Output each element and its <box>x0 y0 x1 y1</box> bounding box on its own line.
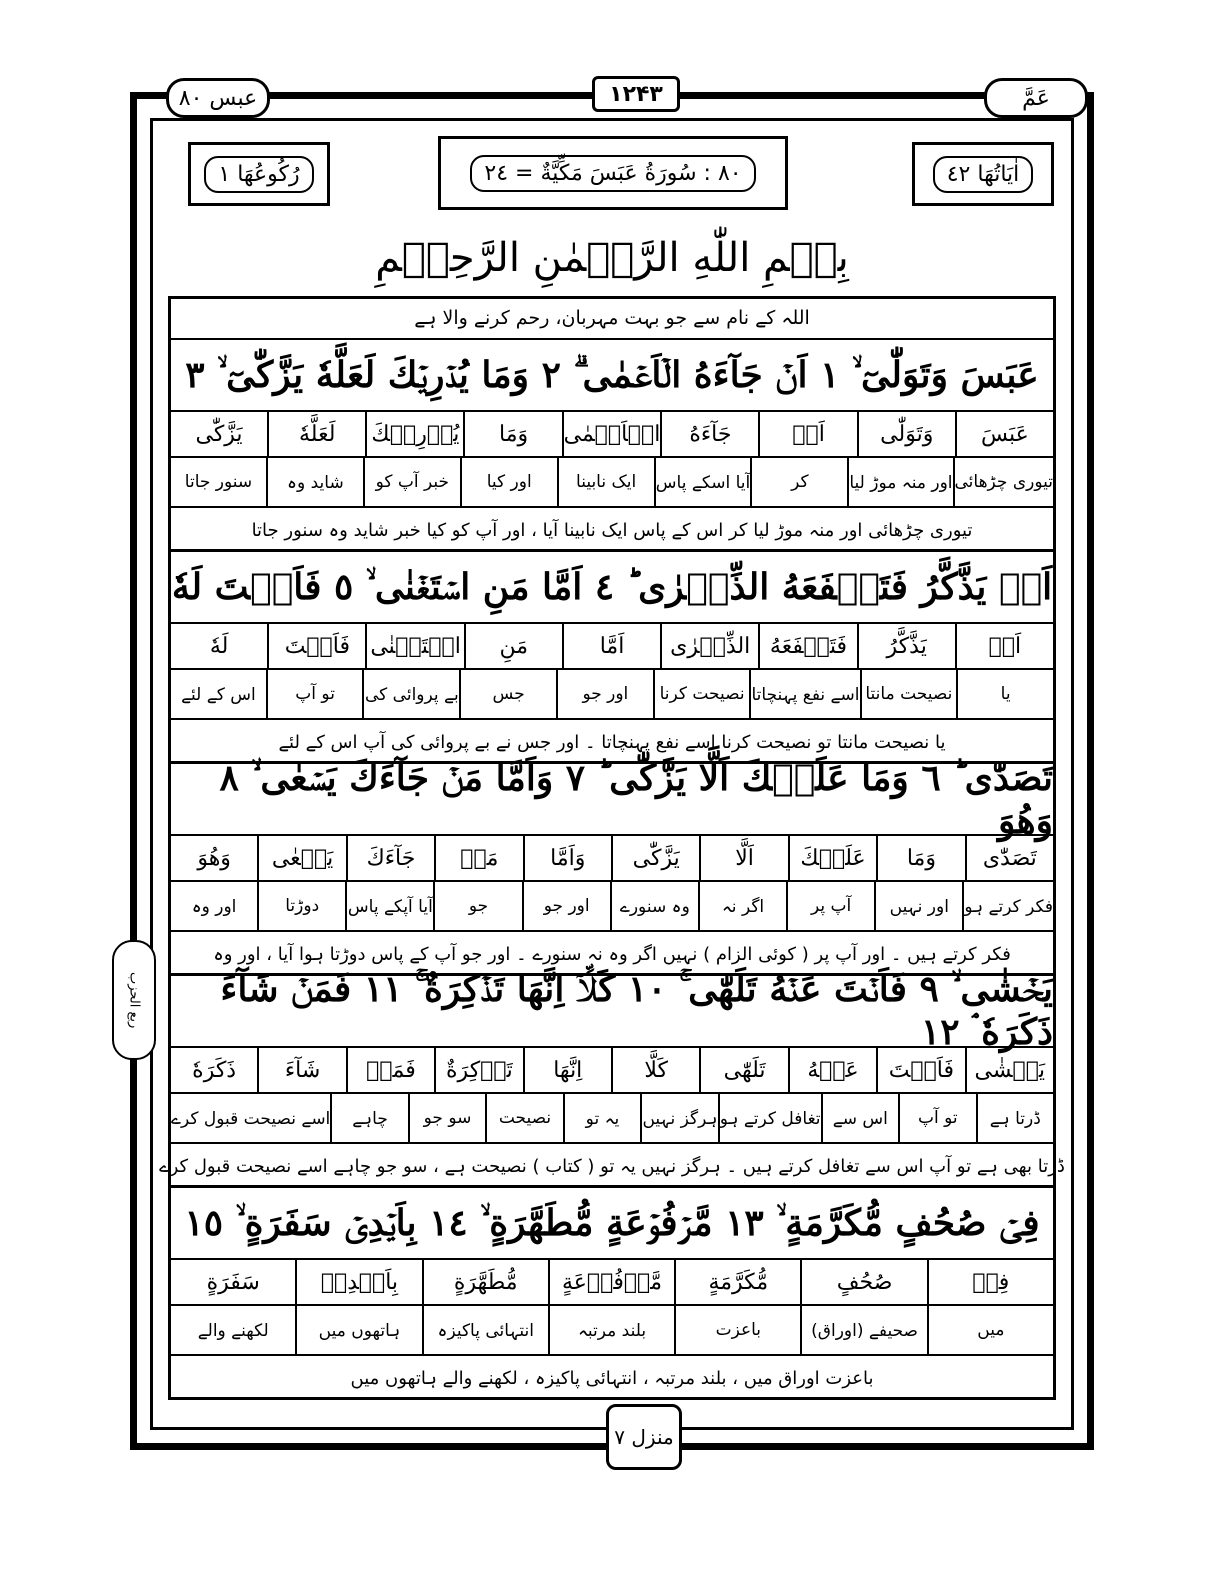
word-meaning: اور جو <box>522 882 610 930</box>
arabic-word: فَمَنۡ <box>346 1048 434 1092</box>
manzil-marker: منزل ٧ <box>606 1404 682 1470</box>
verse-line: اَوۡ يَذَّكَّرُ فَتَنۡفَعَهُ الذِّكۡرٰى ؕ ٤ اَمَّا مَنِ اسۡتَغۡنٰى ۙ ٥ فَاَنۡتَ لَهٗ <box>171 552 1053 624</box>
arabic-word: الذِّكۡرٰى <box>660 624 758 668</box>
arabic-word: تَذۡكِرَةٌ <box>434 1048 522 1092</box>
word-meaning: اور جو <box>556 670 653 718</box>
arabic-word: وَمَا <box>463 412 561 456</box>
word-meaning: فکر کرتے ہو <box>962 882 1053 930</box>
arabic-word: مَنِ <box>464 624 562 668</box>
arabic-word: فَاَنۡتَ <box>267 624 365 668</box>
arabic-word: اَوۡ <box>955 624 1053 668</box>
arabic-word: وَتَوَلّٰى <box>857 412 955 456</box>
arabic-word: بِاَيۡدِىۡ <box>295 1260 421 1304</box>
word-grid <box>171 836 1053 882</box>
word-meaning: اس کے لئے <box>181 684 256 705</box>
arabic-word: جَآءَهُ <box>660 412 758 456</box>
word-meaning: خبر آپ کو <box>363 458 460 506</box>
word-meaning: جس <box>459 670 556 718</box>
verse-translation: ڈرتا بھی ہے تو آپ اس سے تغافل کرتے ہیں ۔ ہرگز نہیں یہ تو ( کتاب ) نصیحت ہے ، سو جو چاہے اسے نصیحت قبول کرے <box>159 1155 1065 1177</box>
word-grid <box>171 624 1053 670</box>
word-meaning: اور نہیں <box>874 882 962 930</box>
page-number: ۱۲۴۳ <box>592 76 680 112</box>
meaning-grid <box>171 458 1053 508</box>
bismillah: بِسۡمِ اللّٰهِ الرَّحۡمٰنِ الرَّحِيۡمِ <box>168 220 1056 299</box>
arabic-word: لَهٗ <box>209 633 229 659</box>
arabic-word: جَآءَكَ <box>346 836 434 880</box>
arabic-word: مَّرۡفُوۡعَةٍ <box>548 1260 674 1304</box>
arabic-word: عَلَيۡكَ <box>788 836 876 880</box>
arabic-word: وَهُوَ <box>197 845 231 871</box>
verse-translation: فکر کرتے ہیں ۔ اور آپ پر ( کوئی الزام ) نہیں اگر وہ نہ سنورے ۔ اور جو آپ کے پاس دوڑتا ہوا آیا ، اور وہ <box>213 943 1011 965</box>
verse-line: يَخۡشٰى ۙ ٩ فَاَنۡتَ عَنۡهُ تَلَهّٰى ۚ ١٠ كَلَّاۤ اِنَّهَا تَذۡكِرَةٌ ۚ ١١ فَمَنۡ شَآءَ ذَكَرَهٗ ۘ ١٢ <box>171 976 1053 1048</box>
rukus-label: رُكُوعُهَا ١ <box>204 156 313 193</box>
word-meaning: اس سے <box>821 1094 898 1142</box>
word-meaning: اگر نہ <box>698 882 786 930</box>
ayat-box <box>912 142 1054 206</box>
word-meaning: اسے نفع پہنچاتا <box>749 670 859 718</box>
arabic-word: اَلَّا <box>699 836 787 880</box>
arabic-word: شَآءَ <box>257 1048 345 1092</box>
arabic-word: عَبَسَ <box>955 412 1053 456</box>
arabic-word: تَصَدّٰى <box>965 836 1053 880</box>
verse-section <box>168 340 1056 552</box>
word-meaning: اور وہ <box>191 896 237 917</box>
arabic-word: يَذَّكَّرُ <box>857 624 955 668</box>
surah-header <box>168 130 1056 216</box>
word-meaning: تو آپ <box>898 1094 975 1142</box>
meaning-grid <box>171 1306 1053 1356</box>
meaning-grid <box>171 882 1053 932</box>
arabic-word: مَنۡ <box>434 836 522 880</box>
word-meaning: ڈرتا ہے <box>976 1094 1053 1142</box>
word-meaning: انتہائی پاکیزہ <box>422 1306 548 1354</box>
arabic-word: يُدۡرِيۡكَ <box>365 412 463 456</box>
word-meaning: آپ پر <box>786 882 874 930</box>
word-meaning: کر <box>750 458 847 506</box>
arabic-word: صُحُفٍ <box>800 1260 926 1304</box>
word-meaning: نصیحت <box>485 1094 562 1142</box>
arabic-word: يَخۡشٰى <box>965 1048 1053 1092</box>
arabic-word: اِنَّهَا <box>523 1048 611 1092</box>
word-meaning: وہ سنورے <box>610 882 698 930</box>
meaning-grid <box>171 670 1053 720</box>
word-meaning: صحیفے (اوراق) <box>800 1306 926 1354</box>
word-grid <box>171 1048 1053 1094</box>
word-meaning: نصیحت کرنا <box>653 670 750 718</box>
word-meaning: اور منہ موڑ لیا <box>847 458 952 506</box>
arabic-word: وَاَمَّا <box>523 836 611 880</box>
word-meaning: یا <box>956 670 1053 718</box>
verse-translation: تیوری چڑھائی اور منہ موڑ لیا کر اس کے پاس ایک نابینا آیا ، اور آپ کو کیا خبر شاید وہ سنور جاتا <box>251 519 973 541</box>
word-meaning: لکھنے والے <box>197 1320 269 1341</box>
word-meaning: میں <box>927 1306 1053 1354</box>
ayat-label: اٰيَاتُهَا ٤٢ <box>933 156 1034 193</box>
arabic-word: اَنۡ <box>758 412 856 456</box>
arabic-word: مُّكَرَّمَةٍ <box>674 1260 800 1304</box>
arabic-word: فِىۡ <box>927 1260 1053 1304</box>
word-meaning: تیوری چڑھائی <box>953 458 1054 506</box>
arabic-word: يَسۡعٰى <box>257 836 345 880</box>
word-meaning: ہرگز نہیں <box>640 1094 717 1142</box>
arabic-word: اسۡتَغۡنٰى <box>365 624 463 668</box>
arabic-word: مُّطَهَّرَةٍ <box>422 1260 548 1304</box>
word-meaning: آیا آپکے پاس <box>345 882 433 930</box>
word-meaning: آیا اسکے پاس <box>654 458 751 506</box>
arabic-word: يَزَّكّٰى <box>195 421 243 447</box>
verse-translation: یا نصیحت مانتا تو نصیحت کرنا اسے نفع پہنچاتا ۔ اور جس نے بے پروائی کی آپ اس کے لئے <box>278 731 946 753</box>
arabic-word: ذَكَرَهٗ <box>192 1057 237 1083</box>
word-meaning: اسے نصیحت قبول کرے <box>171 1108 331 1129</box>
verse-line: عَبَسَ وَتَوَلّٰىٓ ۙ ١ اَنۡ جَآءَهُ الۡاَعۡمٰى ۗ ٢ وَمَا يُدۡرِيۡكَ لَعَلَّهٗ يَزَّكّٰىٓ ۙ ٣ <box>171 340 1053 412</box>
word-grid <box>171 412 1053 458</box>
word-meaning: سنور جاتا <box>184 472 253 492</box>
word-meaning: ہاتھوں میں <box>295 1306 421 1354</box>
verse-section <box>168 756 1056 976</box>
arabic-word: عَنۡهُ <box>788 1048 876 1092</box>
word-meaning: باعزت <box>674 1306 800 1354</box>
verse-section <box>168 552 1056 764</box>
word-grid <box>171 1260 1053 1306</box>
rukus-box <box>188 142 330 206</box>
arabic-word: وَمَا <box>876 836 964 880</box>
verse-section <box>159 968 1065 1188</box>
verse-translation: باعزت اوراق میں ، بلند مرتبہ ، انتہائی پاکیزہ ، لکھنے والے ہاتھوں میں <box>350 1367 874 1389</box>
word-meaning: جو <box>433 882 521 930</box>
word-meaning: چاہے <box>330 1094 407 1142</box>
word-meaning: یہ تو <box>563 1094 640 1142</box>
word-meaning: تغافل کرتے ہو <box>718 1094 821 1142</box>
side-marker: ربع الحزب <box>112 940 156 1060</box>
verse-line: تَصَدّٰى ؕ ٦ وَمَا عَلَيۡكَ اَلَّا يَزَّكّٰى ؕ ٧ وَاَمَّا مَنۡ جَآءَكَ يَسۡعٰى ۙ ٨ وَهُوَ <box>171 764 1053 836</box>
verse-line: فِىۡ صُحُفٍ مُّكَرَّمَةٍ ۙ ١٣ مَّرۡفُوۡعَةٍ مُّطَهَّرَةٍ ۙ ١٤ بِاَيۡدِىۡ سَفَرَةٍ ۙ ١٥ <box>171 1188 1053 1260</box>
arabic-word: تَلَهّٰى <box>699 1048 787 1092</box>
surah-title: ٨٠ : سُورَةُ عَبَسَ مَكِّيَّةٌ = ٢٤ <box>470 155 755 192</box>
arabic-word: فَاَنۡتَ <box>876 1048 964 1092</box>
meaning-grid <box>171 1094 1053 1144</box>
arabic-word: سَفَرَةٍ <box>206 1269 260 1295</box>
arabic-word: كَلَّا <box>611 1048 699 1092</box>
arabic-word: فَتَنۡفَعَهُ <box>758 624 856 668</box>
arabic-word: لَعَلَّهٗ <box>267 412 365 456</box>
arabic-word: اَمَّا <box>562 624 660 668</box>
bismillah-translation: اللہ کے نام سے جو بہت مہربان، رحم کرنے والا ہے <box>168 298 1056 340</box>
juz-name-tab: عَمَّ <box>984 78 1088 118</box>
verse-section <box>168 1188 1056 1400</box>
word-meaning: ایک نابینا <box>557 458 654 506</box>
word-meaning: شاید وہ <box>266 458 363 506</box>
arabic-word: يَزَّكّٰى <box>611 836 699 880</box>
surah-name-tab: عبس ٨٠ <box>166 78 270 118</box>
word-meaning: نصیحت مانتا <box>860 670 957 718</box>
word-meaning: دوڑتا <box>257 882 345 930</box>
word-meaning: بے پروائی کی <box>362 670 459 718</box>
word-meaning: تو آپ <box>266 670 363 718</box>
word-meaning: اور کیا <box>460 458 557 506</box>
word-meaning: بلند مرتبہ <box>548 1306 674 1354</box>
arabic-word: الۡاَعۡمٰى <box>562 412 661 456</box>
word-meaning: سو جو <box>408 1094 485 1142</box>
surah-title-box <box>438 136 788 210</box>
